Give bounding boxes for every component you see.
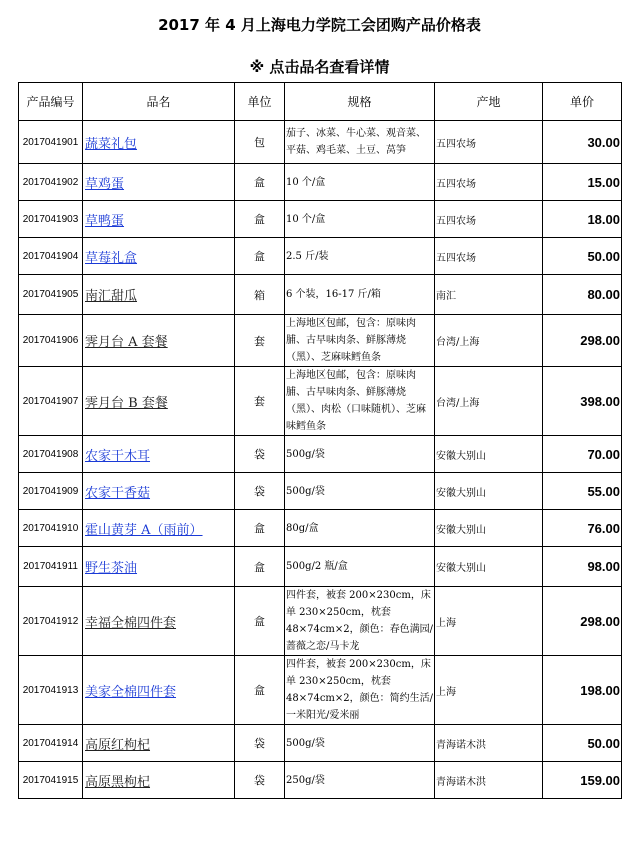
product-origin: 五四农场 xyxy=(435,201,543,238)
table-row xyxy=(19,436,622,473)
product-unit: 盒 xyxy=(235,547,285,587)
product-code: 2017041906 xyxy=(19,315,83,367)
table-header-row xyxy=(19,83,622,121)
table-row xyxy=(19,238,622,275)
product-name-cell xyxy=(83,275,235,315)
product-name-link[interactable]: 草莓礼盒 xyxy=(85,250,138,266)
product-name-link[interactable]: 南汇甜瓜 xyxy=(85,289,138,304)
product-name-link[interactable]: 草鸡蛋 xyxy=(85,176,125,192)
product-name-link[interactable]: 高原红枸杞 xyxy=(85,737,151,753)
product-unit: 包 xyxy=(235,121,285,164)
table-row xyxy=(19,164,622,201)
product-code: 2017041908 xyxy=(19,436,83,473)
product-name-cell xyxy=(83,238,235,275)
product-name-link[interactable]: 美家全棉四件套 xyxy=(85,684,177,700)
product-code: 2017041909 xyxy=(19,473,83,510)
product-price: 70.00 xyxy=(543,436,622,473)
product-name-cell xyxy=(83,367,235,436)
product-unit: 袋 xyxy=(235,436,285,473)
product-origin: 安徽大别山 xyxy=(435,547,543,587)
table-row xyxy=(19,725,622,762)
header-price: 单价 xyxy=(543,83,622,121)
product-name-cell xyxy=(83,121,235,164)
header-unit: 单位 xyxy=(235,83,285,121)
product-unit: 盒 xyxy=(235,164,285,201)
product-unit: 盒 xyxy=(235,238,285,275)
product-spec: 四件套，被套 200×230cm，床单 230×250cm，枕套 48×74cm×2，颜色：简约生活/一米阳光/爱米丽 xyxy=(285,656,435,725)
product-name-cell xyxy=(83,315,235,367)
product-origin: 五四农场 xyxy=(435,238,543,275)
table-row xyxy=(19,201,622,238)
product-price: 298.00 xyxy=(543,587,622,656)
product-unit: 袋 xyxy=(235,725,285,762)
product-unit: 盒 xyxy=(235,587,285,656)
product-spec: 500g/袋 xyxy=(285,436,435,473)
product-name-link[interactable]: 幸福全棉四件套 xyxy=(85,615,177,631)
product-price: 398.00 xyxy=(543,367,622,436)
product-code: 2017041901 xyxy=(19,121,83,164)
product-unit: 箱 xyxy=(235,275,285,315)
product-origin: 台湾/上海 xyxy=(435,367,543,436)
product-spec: 500g/袋 xyxy=(285,725,435,762)
product-price: 80.00 xyxy=(543,275,622,315)
product-origin: 上海 xyxy=(435,656,543,725)
product-spec: 500g/2 瓶/盒 xyxy=(285,547,435,587)
product-spec: 80g/盒 xyxy=(285,510,435,547)
product-code: 2017041907 xyxy=(19,367,83,436)
product-price: 76.00 xyxy=(543,510,622,547)
header-origin: 产地 xyxy=(435,83,543,121)
product-origin: 青海诺木洪 xyxy=(435,725,543,762)
product-name-cell xyxy=(83,436,235,473)
product-price: 159.00 xyxy=(543,762,622,799)
table-row xyxy=(19,762,622,799)
product-code: 2017041912 xyxy=(19,587,83,656)
table-row xyxy=(19,367,622,436)
product-name-cell xyxy=(83,762,235,799)
table-row xyxy=(19,275,622,315)
product-code: 2017041904 xyxy=(19,238,83,275)
product-name-link[interactable]: 野生茶油 xyxy=(85,561,138,576)
product-name-link[interactable]: 农家干木耳 xyxy=(85,448,151,464)
product-code: 2017041915 xyxy=(19,762,83,799)
product-code: 2017041914 xyxy=(19,725,83,762)
product-spec: 上海地区包邮，包含：原味肉脯、古早味肉条、鲜豚薄烧（黑）、肉松（口味随机）、芝麻味鳕鱼条 xyxy=(285,367,435,436)
product-origin: 安徽大别山 xyxy=(435,473,543,510)
product-code: 2017041903 xyxy=(19,201,83,238)
product-spec: 10 个/盒 xyxy=(285,201,435,238)
product-price: 18.00 xyxy=(543,201,622,238)
product-code: 2017041910 xyxy=(19,510,83,547)
product-price: 30.00 xyxy=(543,121,622,164)
product-origin: 安徽大别山 xyxy=(435,510,543,547)
product-spec: 茄子、冰菜、牛心菜、观音菜、平菇、鸡毛菜、土豆、莴笋 xyxy=(285,121,435,164)
product-origin: 南汇 xyxy=(435,275,543,315)
product-origin: 青海诺木洪 xyxy=(435,762,543,799)
product-spec: 500g/袋 xyxy=(285,473,435,510)
header-code: 产品编号 xyxy=(19,83,83,121)
product-name-link[interactable]: 霍山黄芽 A（雨前） xyxy=(85,522,203,538)
table-row xyxy=(19,587,622,656)
product-origin: 五四农场 xyxy=(435,164,543,201)
product-name-cell xyxy=(83,510,235,547)
table-row xyxy=(19,547,622,587)
page-subtitle: ※ 点击品名查看详情 xyxy=(249,58,390,76)
product-price: 50.00 xyxy=(543,238,622,275)
table-row xyxy=(19,473,622,510)
table-row xyxy=(19,656,622,725)
product-unit: 盒 xyxy=(235,201,285,238)
product-code: 2017041913 xyxy=(19,656,83,725)
product-name-cell xyxy=(83,725,235,762)
product-code: 2017041911 xyxy=(19,547,83,587)
table-row xyxy=(19,121,622,164)
product-code: 2017041902 xyxy=(19,164,83,201)
product-name-link[interactable]: 农家干香菇 xyxy=(85,485,151,501)
product-origin: 安徽大别山 xyxy=(435,436,543,473)
product-name-cell xyxy=(83,201,235,238)
product-name-link[interactable]: 高原黑枸杞 xyxy=(85,774,151,790)
product-name-link[interactable]: 草鸭蛋 xyxy=(85,213,125,229)
product-price: 298.00 xyxy=(543,315,622,367)
header-name: 品名 xyxy=(83,83,235,121)
product-spec: 2.5 斤/装 xyxy=(285,238,435,275)
product-spec: 上海地区包邮，包含：原味肉脯、古早味肉条、鲜豚薄烧（黑）、芝麻味鳕鱼条 xyxy=(285,315,435,367)
product-name-link[interactable]: 蔬菜礼包 xyxy=(85,136,138,152)
product-spec: 250g/袋 xyxy=(285,762,435,799)
product-unit: 袋 xyxy=(235,762,285,799)
product-unit: 盒 xyxy=(235,656,285,725)
product-name-cell xyxy=(83,164,235,201)
product-name-link[interactable]: 霁月台 B 套餐 xyxy=(85,395,168,411)
header-spec: 规格 xyxy=(285,83,435,121)
price-table xyxy=(18,82,622,799)
product-price: 15.00 xyxy=(543,164,622,201)
product-price: 50.00 xyxy=(543,725,622,762)
table-row xyxy=(19,315,622,367)
product-unit: 套 xyxy=(235,367,285,436)
product-code: 2017041905 xyxy=(19,275,83,315)
table-row xyxy=(19,510,622,547)
product-price: 55.00 xyxy=(543,473,622,510)
product-name-cell xyxy=(83,547,235,587)
product-price: 98.00 xyxy=(543,547,622,587)
table-body xyxy=(19,121,622,799)
product-origin: 五四农场 xyxy=(435,121,543,164)
product-spec: 四件套，被套 200×230cm，床单 230×250cm，枕套 48×74cm×2，颜色：春色满园/蔷薇之恋/马卡龙 xyxy=(285,587,435,656)
product-name-cell xyxy=(83,587,235,656)
product-name-link[interactable]: 霁月台 A 套餐 xyxy=(85,335,168,350)
product-name-cell xyxy=(83,473,235,510)
product-unit: 袋 xyxy=(235,473,285,510)
product-price: 198.00 xyxy=(543,656,622,725)
product-spec: 6 个装，16-17 斤/箱 xyxy=(285,275,435,315)
product-unit: 套 xyxy=(235,315,285,367)
product-unit: 盒 xyxy=(235,510,285,547)
product-origin: 上海 xyxy=(435,587,543,656)
product-spec: 10 个/盒 xyxy=(285,164,435,201)
product-name-cell xyxy=(83,656,235,725)
page-title: 2017 年 4 月上海电力学院工会团购产品价格表 xyxy=(158,16,481,34)
product-origin: 台湾/上海 xyxy=(435,315,543,367)
